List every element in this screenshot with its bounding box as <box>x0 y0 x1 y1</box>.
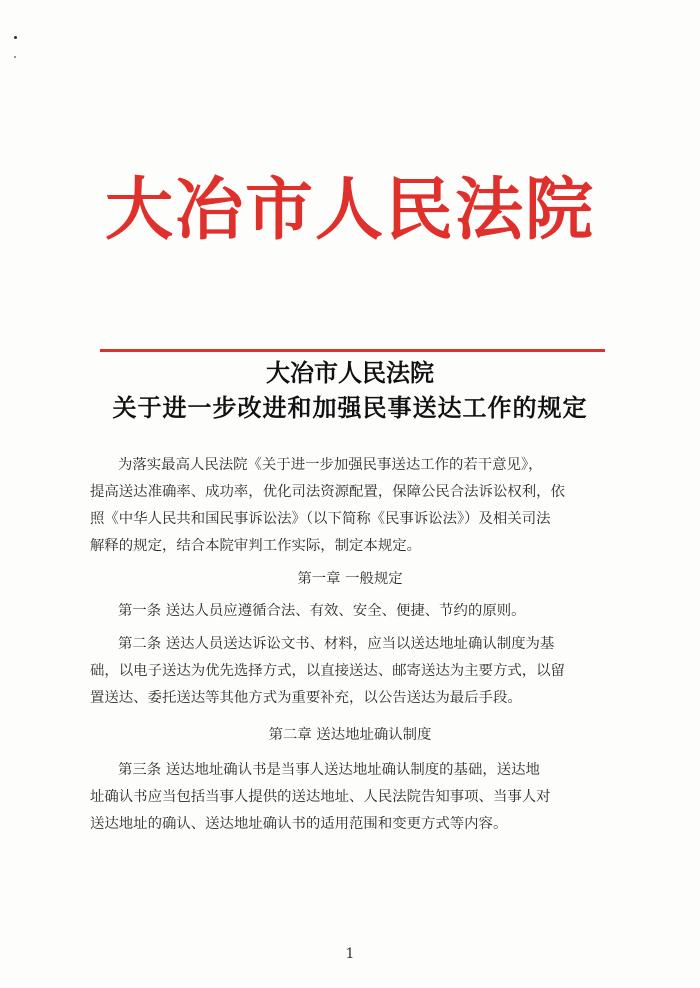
preamble-paragraph <box>118 452 638 479</box>
document-title-line-1: 大冶市人民法院 <box>266 358 434 387</box>
document-title-line-2: 关于进一步改进和加强民事送达工作的规定 <box>112 393 588 422</box>
chapter-2-heading: 第二章 送达地址确认制度 <box>268 727 432 743</box>
article-2-line-3: 置送达、委托送达等其他方式为重要补充，以公告送达为最后手段。 <box>90 690 522 706</box>
article-3-line-3: 送达地址的确认、送达地址确认书的适用范围和变更方式等内容。 <box>90 816 508 832</box>
preamble-line-1: 为落实最高人民法院《关于进一步加强民事送达工作的若干意见》， <box>118 457 543 473</box>
article-1 <box>118 598 638 625</box>
article-1-line-1: 第一条 送达人员应遵循合法、有效、安全、便捷、节约的原则。 <box>118 603 526 619</box>
preamble-line-3: 照《中华人民共和国民事诉讼法》（以下简称《民事诉讼法》）及相关司法 <box>90 511 551 527</box>
article-3 <box>118 757 638 784</box>
article-2-line-2: 础，以电子送达为优先选择方式，以直接送达、邮寄送达为主要方式，以留 <box>90 663 565 679</box>
article-2-line-1: 第二条 送达人员送达诉讼文书、材料，应当以送达地址确认制度为基 <box>118 636 555 652</box>
scan-speck <box>14 36 17 39</box>
preamble-line-4: 解释的规定，结合本院审判工作实际，制定本规定。 <box>90 538 421 554</box>
court-letterhead: 大冶市人民法院 <box>104 170 595 250</box>
article-2-cont <box>90 658 610 712</box>
red-divider-rule <box>100 349 605 352</box>
preamble-line-2: 提高送达准确率、成功率，优化司法资源配置，保障公民合法诉讼权利，依 <box>90 484 565 500</box>
scan-speck <box>14 56 16 58</box>
article-2 <box>118 631 638 658</box>
article-3-cont <box>90 784 610 838</box>
chapter-1-heading: 第一章 一般规定 <box>297 571 403 587</box>
article-3-line-2: 址确认书应当包括当事人提供的送达地址、人民法院告知事项、当事人对 <box>90 789 551 805</box>
article-3-line-1: 第三条 送达地址确认书是当事人送达地址确认制度的基础，送达地 <box>118 762 540 778</box>
page-number: 1 <box>345 946 355 962</box>
preamble-paragraph-cont <box>90 479 610 560</box>
